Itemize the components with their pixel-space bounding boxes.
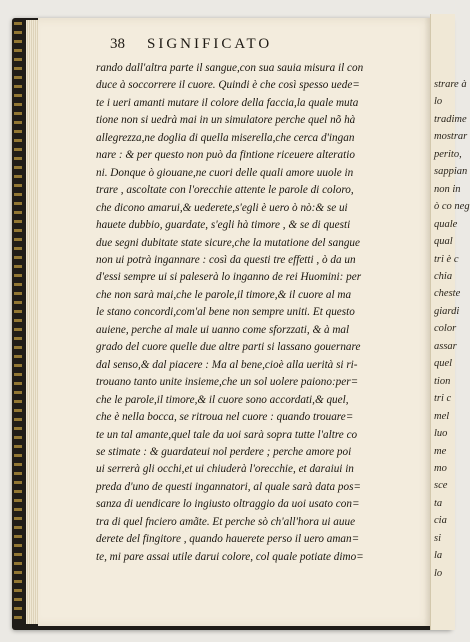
facing-text-line: la xyxy=(434,550,443,562)
text-line: rando dall'altra parte il sangue,con sua sauia misura il con xyxy=(96,62,364,74)
facing-text-line: tri c xyxy=(434,393,452,405)
facing-text-line: mo xyxy=(434,462,447,474)
facing-text-line: me xyxy=(434,445,447,457)
text-line: trare , ascoltate con l'orecchie attente le parole di coloro, xyxy=(96,184,354,197)
text-line: ui serrerà gli occhi,et ui chiuderà l'orecchie, et daraiui in xyxy=(96,463,354,476)
facing-text-line: sappian xyxy=(434,166,468,178)
facing-text-line: mostrar xyxy=(434,131,468,143)
facing-text-line: cia xyxy=(434,515,447,527)
facing-text-line: color xyxy=(434,323,457,335)
page-header xyxy=(110,36,272,56)
text-line: che non sarà mai,che le parole,il timore,& il cuore al ma xyxy=(96,288,352,301)
text-line: tione non si uedrà mai in un simulatore perche quel nõ hà xyxy=(96,114,356,127)
facing-text-line: non in xyxy=(434,183,461,195)
facing-text-line: tradime xyxy=(434,113,467,125)
body-text xyxy=(96,60,408,566)
text-line: te, mi pare assai utile darui colore, col quale potiate dimo= xyxy=(96,550,364,563)
text-line: che dicono amarui,& uederete,s'egli è uero ò nò:& se ui xyxy=(96,201,348,214)
text-line: due segni dubitate state sicure,che la mutatione del sangue xyxy=(96,236,360,249)
facing-text-line: sce xyxy=(434,480,448,492)
text-line: dal senso,& dal piacere : Ma al bene,cioè alla uerità si ri- xyxy=(96,358,358,371)
text-line: nare : & per questo non può da fintione riceuere alteratio xyxy=(96,149,355,162)
facing-text-line: si xyxy=(434,532,442,544)
text-line: le stano concordi,com'al bene non sempre uniti. Et questo xyxy=(96,306,355,319)
facing-text-line: lo xyxy=(434,567,443,579)
text-line: te un tal amante,quel tale da uoi sarà sopra tutte l'altre co xyxy=(96,428,358,441)
page-number: 38 xyxy=(110,36,125,52)
text-line: preda d'uno de questi ingannatori, al quale sarà data pos= xyxy=(96,480,361,493)
text-line: non ui potrà ingannare : così da questi tre effetti , ò da un xyxy=(96,253,356,266)
facing-text-line: assar xyxy=(434,340,457,352)
text-line: sanza di uendicare lo ingiusto oltraggio da uoi usato con= xyxy=(96,498,360,511)
text-line: hauete dubbio, guardate, s'egli hà timore , & se di questi xyxy=(96,219,351,232)
facing-text-line: giardi xyxy=(434,305,460,317)
text-line: allegrezza,ne doglia di quella miserella,che cerca d'ingan xyxy=(96,131,355,144)
facing-text-line: cheste xyxy=(434,288,461,300)
text-line: tra di quel fnciero amãte. Et perche sò ch'all'hora ui auue xyxy=(96,515,356,528)
text-line: ni. Donque ò giouane,ne cuori delle quali amore uuole in xyxy=(96,166,354,179)
text-line: duce à soccorrere il cuore. Quindi è che così spesso uede= xyxy=(96,79,360,92)
facing-text-line: ta xyxy=(434,497,443,509)
facing-text-line: chia xyxy=(434,270,453,282)
gilt-border-ornament xyxy=(14,22,22,624)
text-line: trouano tanto unite insieme,che un sol uolere paiono:per= xyxy=(96,376,359,389)
text-line: d'essi sempre ui si paleserà lo inganno de rei Huomini: per xyxy=(96,271,362,284)
facing-text-line: tion xyxy=(434,375,451,387)
running-head: SIGNIFICATO xyxy=(147,36,273,52)
facing-text-line: strare à xyxy=(434,79,467,90)
text-line: derete del fingitore , quando hauerete perso il uero aman= xyxy=(96,533,360,546)
facing-text-line: tri è c xyxy=(434,253,459,265)
facing-text-line: quale xyxy=(434,218,458,230)
facing-text-line: ò co neg xyxy=(434,201,470,213)
facing-text-line: quel xyxy=(434,358,453,370)
text-line: auiene, perche al male ui uanno come sforzzati, & à mal xyxy=(96,323,350,336)
facing-text-line: qual xyxy=(434,236,453,248)
text-line: se stimate : & guardateui nol perdere ; perche amore poi xyxy=(96,445,352,458)
text-line: te i ueri amanti mutare il colore della faccia,la quale muta xyxy=(96,96,359,109)
facing-text-line: luo xyxy=(434,428,448,440)
text-line: grado del cuore quelle due altre parti si lassano gouernare xyxy=(96,341,361,354)
text-line: che è nella bocca, se ritroua nel cuore : quando trouare= xyxy=(96,411,354,424)
facing-text-line: perito, xyxy=(434,148,462,160)
facing-text-line: mel xyxy=(434,410,450,422)
facing-text-line: lo xyxy=(434,96,443,108)
facing-page-text xyxy=(431,76,470,582)
text-line: che le parole,il timore,& il cuore sono accordati,& quel, xyxy=(96,393,349,406)
facing-page xyxy=(430,14,470,630)
